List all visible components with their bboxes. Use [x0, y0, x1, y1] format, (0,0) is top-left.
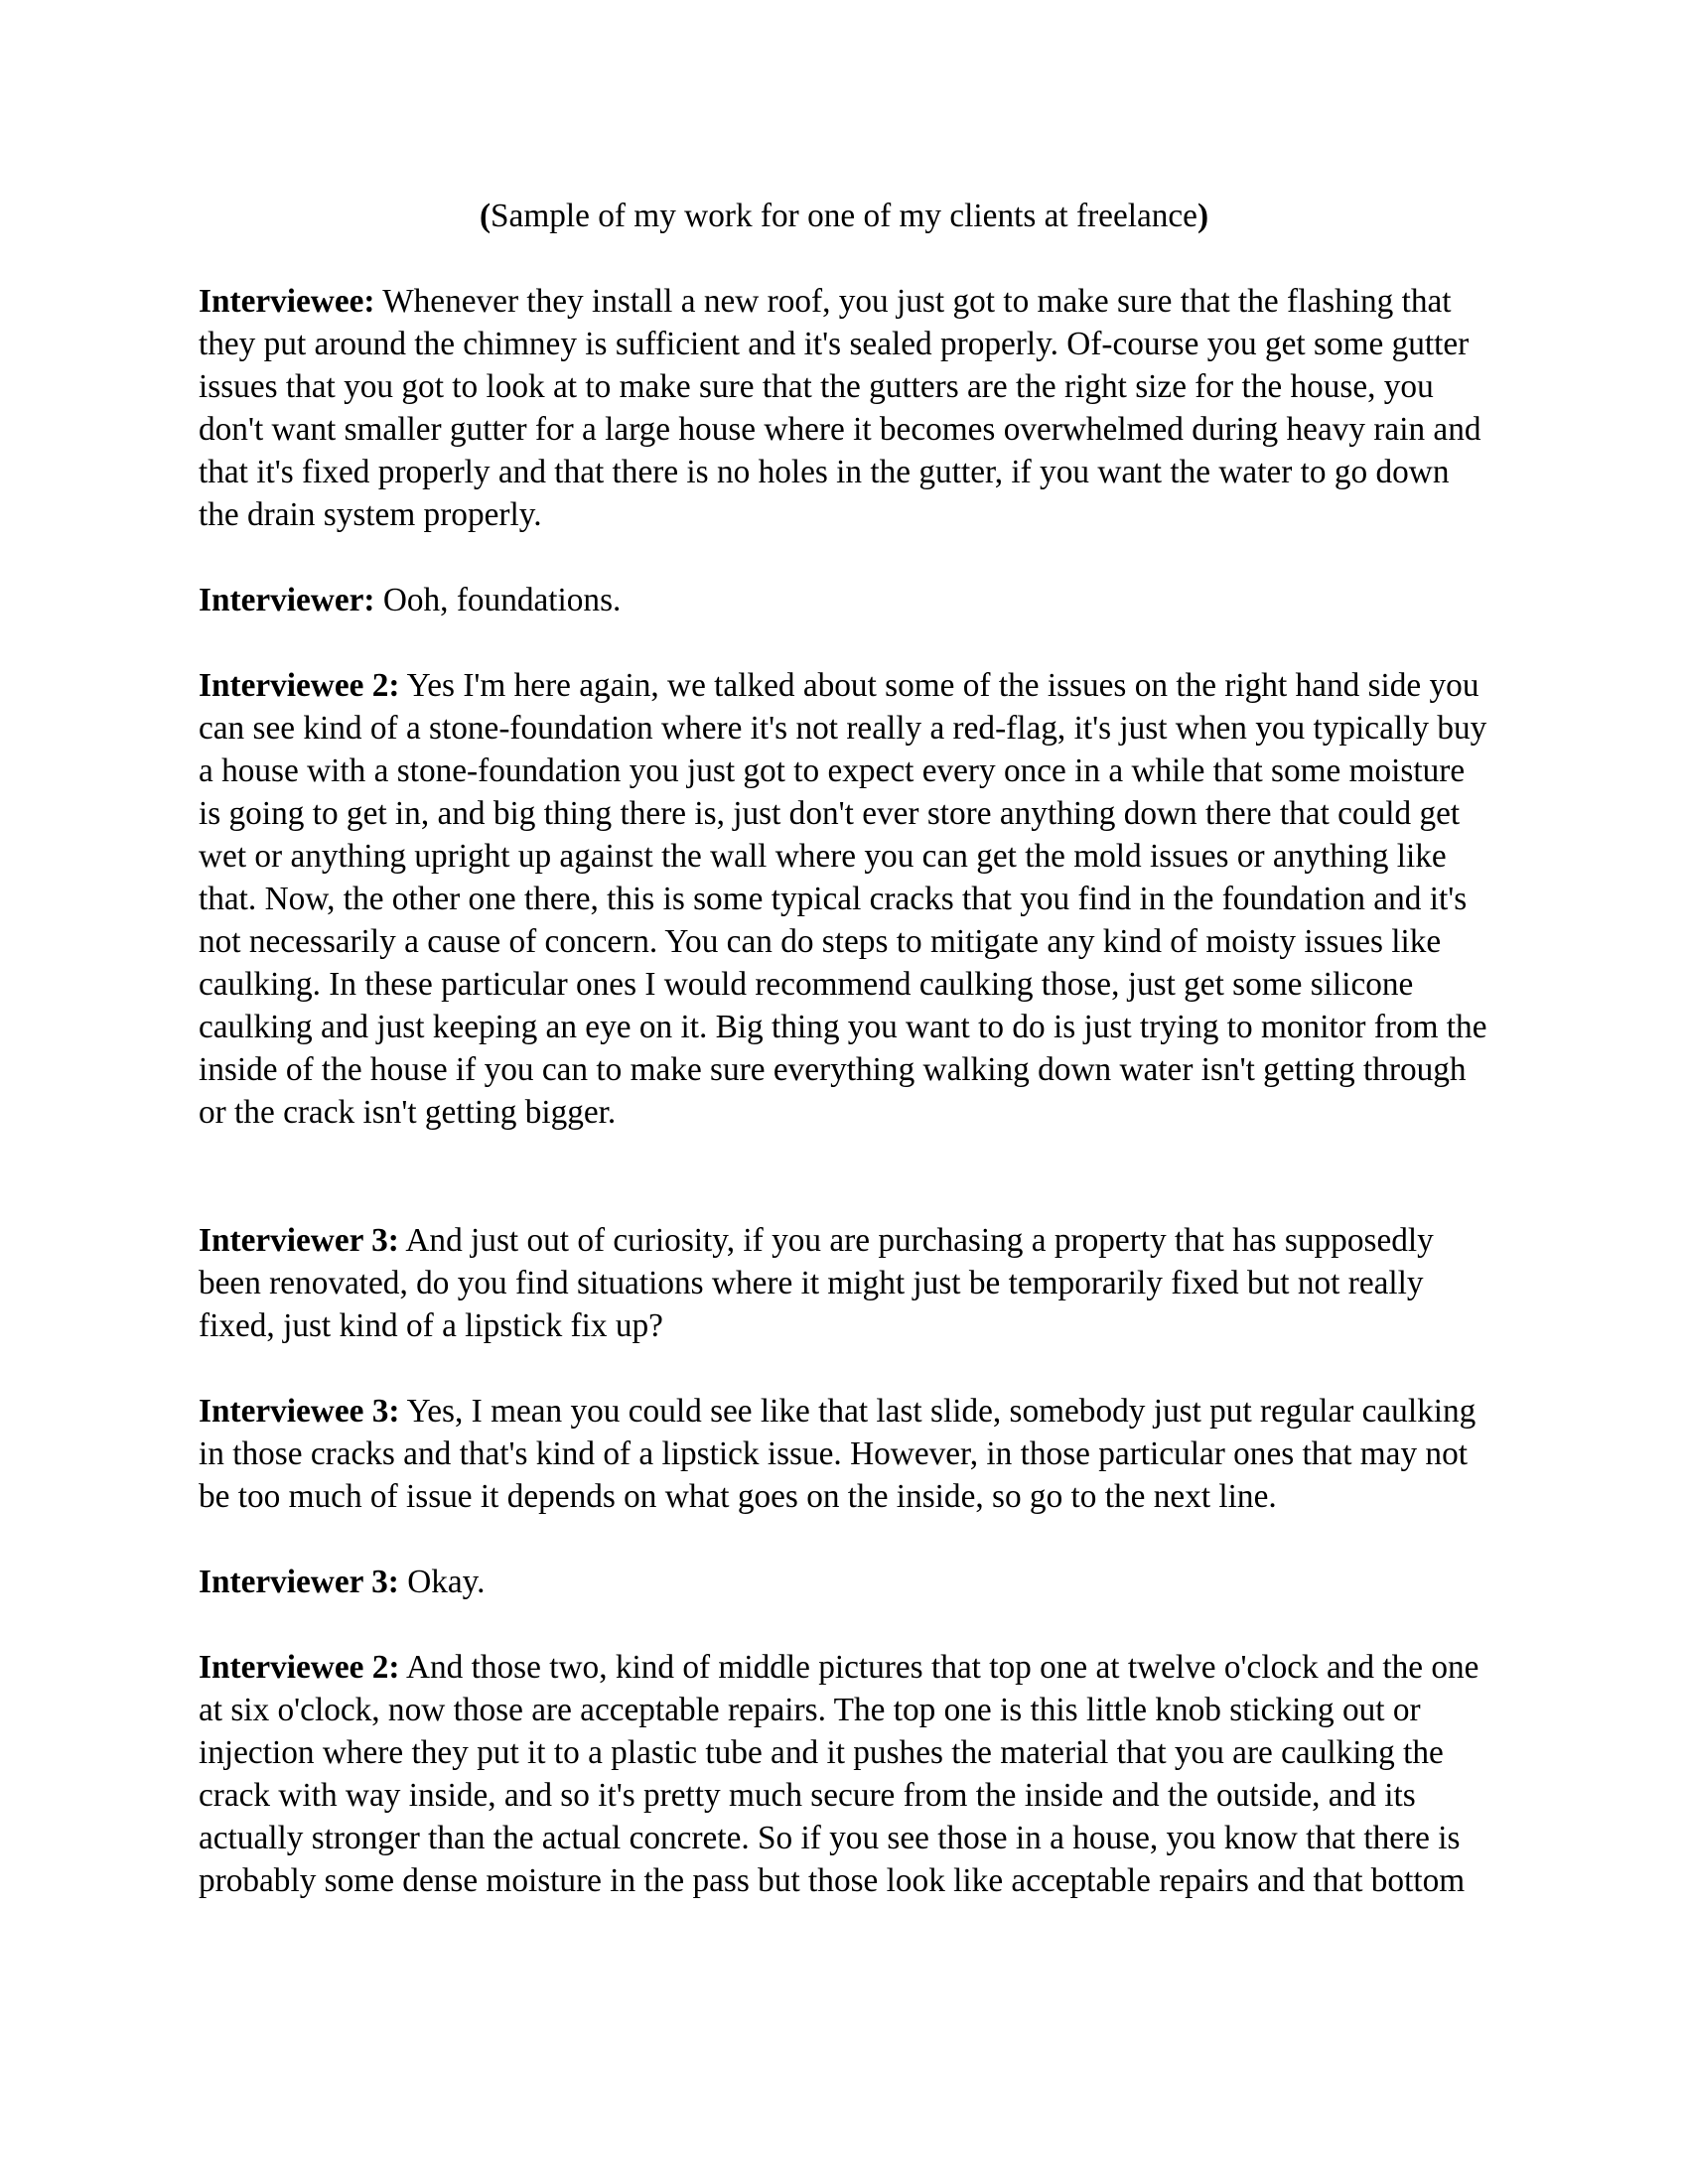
transcript-paragraph-interviewer-3	[199, 1176, 1489, 1347]
transcript-paragraph-interviewer-3-okay	[199, 1561, 1489, 1603]
speaker-label: Interviewee 2:	[199, 1649, 400, 1686]
paragraph-text: Yes, I mean you could see like that last slide, somebody just put regular caulking in those cracks and that's kind of a lipstick issue. However, in those particular ones that may not be too much of issue it depends on what goes on the inside, so go to the next line.	[199, 1393, 1477, 1515]
transcript-paragraph-interviewee	[199, 280, 1489, 536]
transcript-paragraph-interviewer	[199, 579, 1489, 621]
transcript-paragraph-interviewee-2-final	[199, 1646, 1489, 1902]
paragraph-text: And those two, kind of middle pictures that top one at twelve o'clock and the one at six o'clock, now those are acceptable repairs. The top one is this little knob sticking out or injection where they put it to a plastic tube and it pushes the material that you are caulking the crack with way inside, and so it's pretty much secure from the inside and the outside, and its actually stronger than the actual concrete. So if you see those in a house, you know that there is probably some dense moisture in the pass but those look like acceptable repairs and that bottom	[199, 1649, 1479, 1899]
speaker-label: Interviewee:	[199, 283, 375, 320]
paragraph-text: Okay.	[407, 1564, 486, 1600]
speaker-label: Interviewer 3:	[199, 1222, 399, 1259]
transcript-paragraph-interviewee-2	[199, 664, 1489, 1134]
speaker-label: Interviewer:	[199, 582, 375, 618]
speaker-label: Interviewee 2:	[199, 667, 400, 704]
speaker-label: Interviewee 3:	[199, 1393, 400, 1430]
title-text: Sample of my work for one of my clients at freelance	[491, 198, 1197, 234]
transcript-paragraph-interviewee-3	[199, 1390, 1489, 1518]
paragraph-text: And just out of curiosity, if you are purchasing a property that has supposedly been renovated, do you find situations where it might just be temporarily fixed but not really fixed, just kind of a lipstick fix up?	[199, 1222, 1434, 1344]
speaker-label: Interviewer 3:	[199, 1564, 399, 1600]
title-open-paren: (	[479, 198, 492, 234]
paragraph-text: Ooh, foundations.	[382, 582, 622, 618]
title-close-paren: )	[1196, 198, 1209, 234]
paragraph-text: Whenever they install a new roof, you just got to make sure that the flashing that they put around the chimney is sufficient and it's sealed properly. Of-course you get some gutter issues that you got to look at to make sure that the gutters are the right size for the house, you don't want smaller gutter for a large house where it becomes overwhelmed during heavy rain and that it's fixed properly and that there is no holes in the gutter, if you want the water to go down the drain system properly.	[199, 283, 1481, 533]
document-title	[199, 195, 1489, 237]
paragraph-text: Yes I'm here again, we talked about some of the issues on the right hand side you can see kind of a stone-foundation where it's not really a red-flag, it's just when you typically buy a house with a stone-foundation you just got to expect every once in a while that some moisture is going to get in, and big thing there is, just don't ever store anything down there that could get wet or anything upright up against the wall where you can get the mold issues or anything like that. Now, the other one there, this is some typical cracks that you find in the foundation and it's not necessarily a cause of concern. You can do steps to mitigate any kind of moisty issues like caulking. In these particular ones I would recommend caulking those, just get some silicone caulking and just keeping an eye on it. Big thing you want to do is just trying to monitor from the inside of the house if you can to make sure everything walking down water isn't getting through or the crack isn't getting bigger.	[199, 667, 1487, 1131]
